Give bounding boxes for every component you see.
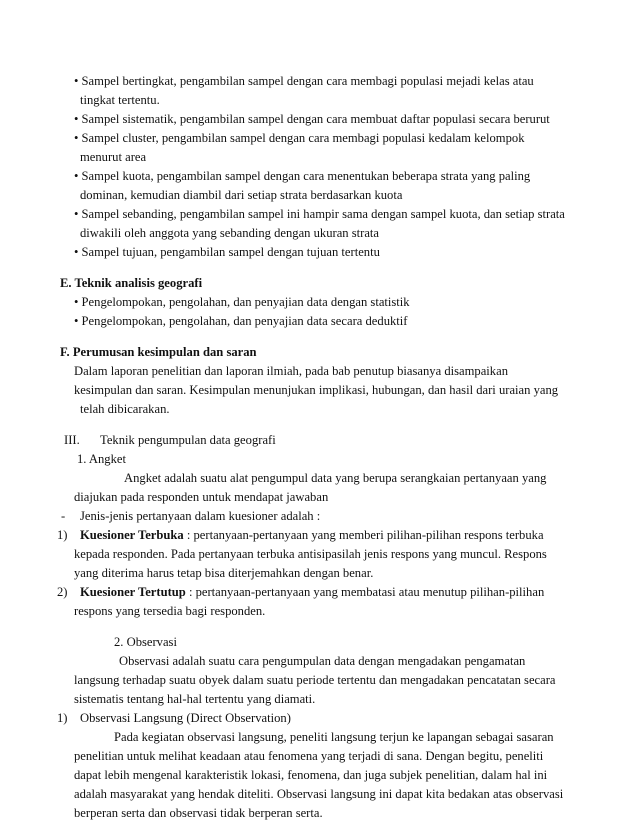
kuesioner-tertutup-first-line [80, 583, 544, 602]
sampel-kuota-line-1: • Sampel kuota, pengambilan sampel dengan cara menentukan beberapa strata yang paling [74, 169, 531, 183]
section-f-line-2: kesimpulan dan saran. Kesimpulan menunjukan implikasi, hubungan, dan hasil dari uraian yang [74, 383, 559, 397]
kuesioner-terbuka-number: 1) [57, 528, 68, 542]
section-iii-number: III. [64, 433, 80, 447]
section-e-heading: E. Teknik analisis geografi [60, 276, 203, 290]
sampel-cluster-line-1: • Sampel cluster, pengambilan sampel dengan cara membagi populasi kedalam kelompok [74, 131, 525, 145]
section-f-line-1: Dalam laporan penelitian dan laporan ilmiah, pada bab penutup biasanya disampaikan [74, 364, 508, 378]
sampel-sebanding-line-1: • Sampel sebanding, pengambilan sampel ini hampir sama dengan sampel kuota, dan setiap strata [74, 207, 565, 221]
kuesioner-tertutup-label: Kuesioner Tertutup [80, 585, 186, 599]
observasi-line-1: Observasi adalah suatu cara pengumpulan data dengan mengadakan pengamatan [119, 654, 526, 668]
sampel-bertingkat-line-2: tingkat tertentu. [80, 93, 160, 107]
jenis-bullet: - [61, 509, 66, 523]
kuesioner-tertutup-desc: : pertanyaan-pertanyaan yang membatasi atau menutup pilihan-pilihan [185, 585, 545, 599]
sampel-cluster-line-2: menurut area [80, 150, 147, 164]
observasi-langsung-title: Observasi Langsung (Direct Observation) [80, 711, 291, 725]
section-iii-title: Teknik pengumpulan data geografi [100, 433, 276, 447]
kuesioner-terbuka-line-2: kepada responden. Pada pertanyaan terbuka antisipasilah jenis respons yang muncul. Respons [74, 547, 547, 561]
kuesioner-terbuka-desc: : pertanyaan-pertanyaan yang memberi pilihan-pilihan respons terbuka [183, 528, 544, 542]
angket-line-1: Angket adalah suatu alat pengumpul data yang berupa serangkaian pertanyaan yang [124, 471, 547, 485]
sampel-bertingkat-line-1: • Sampel bertingkat, pengambilan sampel dengan cara membagi populasi mejadi kelas atau [74, 74, 534, 88]
sampel-kuota-line-2: dominan, kemudian diambil dari setiap strata berdasarkan kuota [80, 188, 403, 202]
section-f-heading: F. Perumusan kesimpulan dan saran [60, 345, 257, 359]
section-f-line-3: telah dibicarakan. [80, 402, 170, 416]
kuesioner-tertutup-line-2: respons yang tersedia bagi responden. [74, 604, 266, 618]
observasi-langsung-line-3: dapat lebih mengenal karakteristik lokasi, fenomena, dan juga subjek penelitian, dalam hal ini [74, 768, 548, 782]
observasi-langsung-line-4: adalah masyarakat yang hendak diteliti. Observasi langsung ini dapat kita bedakan atas observasi [74, 787, 564, 801]
observasi-line-3: sistematis tentang hal-hal tertentu yang diamati. [74, 692, 316, 706]
observasi-langsung-line-5: berperan serta dan observasi tidak berperan serta. [74, 806, 323, 820]
sampel-sebanding-line-2: diwakili oleh anggota yang sebanding dengan ukuran strata [80, 226, 380, 240]
observasi-langsung-line-1: Pada kegiatan observasi langsung, peneliti langsung terjun ke lapangan sebagai sasaran [114, 730, 554, 744]
kuesioner-terbuka-line-3: yang diterima harus tetap bisa diterjemahkan dengan benar. [74, 566, 374, 580]
sampel-sistematik-line: • Sampel sistematik, pengambilan sampel dengan cara membuat daftar populasi secara berurut [74, 112, 550, 126]
jenis-pertanyaan-line: Jenis-jenis pertanyaan dalam kuesioner adalah : [80, 509, 321, 523]
observasi-langsung-number: 1) [57, 711, 68, 725]
section-e-item-1: • Pengelompokan, pengolahan, dan penyajian data dengan statistik [74, 295, 410, 309]
kuesioner-terbuka-label: Kuesioner Terbuka [80, 528, 184, 542]
kuesioner-tertutup-number: 2) [57, 585, 68, 599]
observasi-line-2: langsung terhadap suatu obyek dalam suatu periode tertentu dan mengadakan pencatatan secara [74, 673, 556, 687]
kuesioner-terbuka-first-line [80, 526, 544, 545]
observasi-langsung-line-2: penelitian untuk melihat keadaan atau fenomena yang terjadi di sana. Dengan begitu, peneliti [74, 749, 544, 763]
angket-title: 1. Angket [77, 452, 126, 466]
observasi-title: 2. Observasi [114, 635, 177, 649]
angket-line-2: diajukan pada responden untuk mendapat jawaban [74, 490, 329, 504]
section-e-item-2: • Pengelompokan, pengolahan, dan penyajian data secara deduktif [74, 314, 408, 328]
sampel-tujuan-line: • Sampel tujuan, pengambilan sampel dengan tujuan tertentu [74, 245, 380, 259]
